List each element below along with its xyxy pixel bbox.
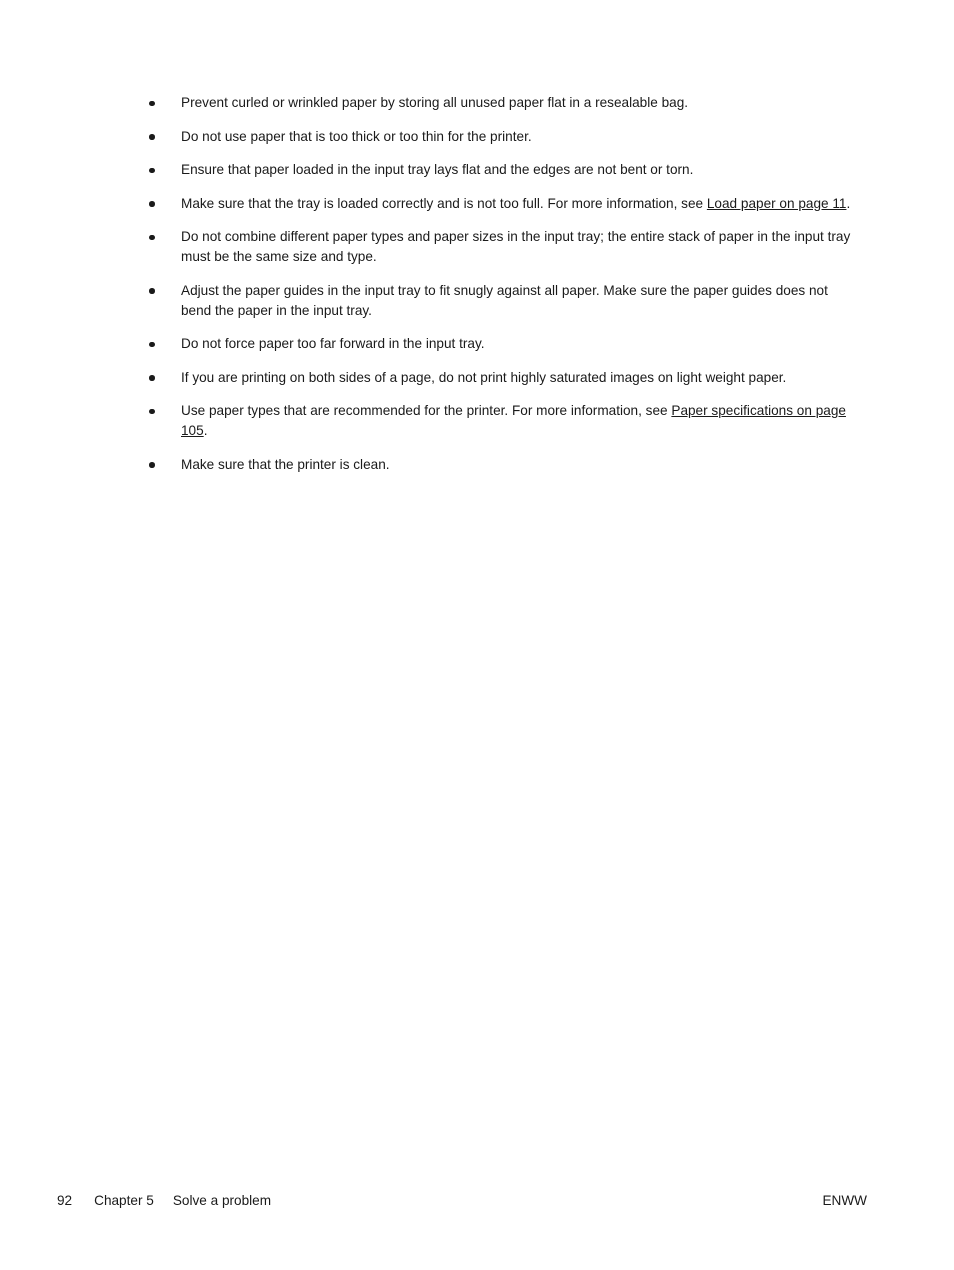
page-footer [57,1192,867,1210]
bullet-text: Ensure that paper loaded in the input tray lays flat and the edges are not bent or torn. [181,162,694,177]
bullet-text: Prevent curled or wrinkled paper by storing all unused paper flat in a resealable bag. [181,95,689,110]
bullet-text: Use paper types that are recommended for the printer. For more information, see [181,403,672,418]
link-paper-specifications-on-page-105[interactable]: Paper specifications on page 105 [181,403,846,438]
bullet-item [148,160,857,180]
bullet-item [148,281,857,321]
footer-left [57,1192,271,1210]
bullet-text: Do not force paper too far forward in the input tray. [181,336,485,351]
bullet-item [148,227,857,267]
bullet-text: . [203,423,208,438]
bullet-item [148,194,857,214]
bullet-text: . [846,195,851,211]
bullet-item [148,334,857,354]
bullet-list [148,93,857,488]
bullet-text: If you are printing on both sides of a page, do not print highly saturated images on light weight paper. [181,369,787,385]
bullet-item [148,93,857,113]
bullet-item [148,127,857,147]
bullet-text: Make sure that the tray is loaded correctly and is not too full. For more information, see [181,195,707,211]
bullet-item [148,455,857,475]
bullet-item [148,368,857,388]
bullet-text: Do not use paper that is too thick or too thin for the printer. [181,128,532,144]
bullet-text: Make sure that the printer is clean. [181,456,390,472]
link-load-paper-on-page-11[interactable]: Load paper on page 11 [706,195,847,211]
page-number: 92 [57,1193,73,1208]
footer-right-label: ENWW [822,1193,867,1208]
bullet-text: Adjust the paper guides in the input tray to fit snugly against all paper. Make sure the paper guides does not bend the paper in the input tray. [181,282,828,318]
chapter-title: Solve a problem [172,1193,272,1208]
chapter-label: Chapter 5 [94,1193,154,1208]
bullet-item [148,401,857,441]
bullet-text: Do not combine different paper types and paper sizes in the input tray; the entire stack of paper in the input tray must be the same size and type. [181,229,851,264]
